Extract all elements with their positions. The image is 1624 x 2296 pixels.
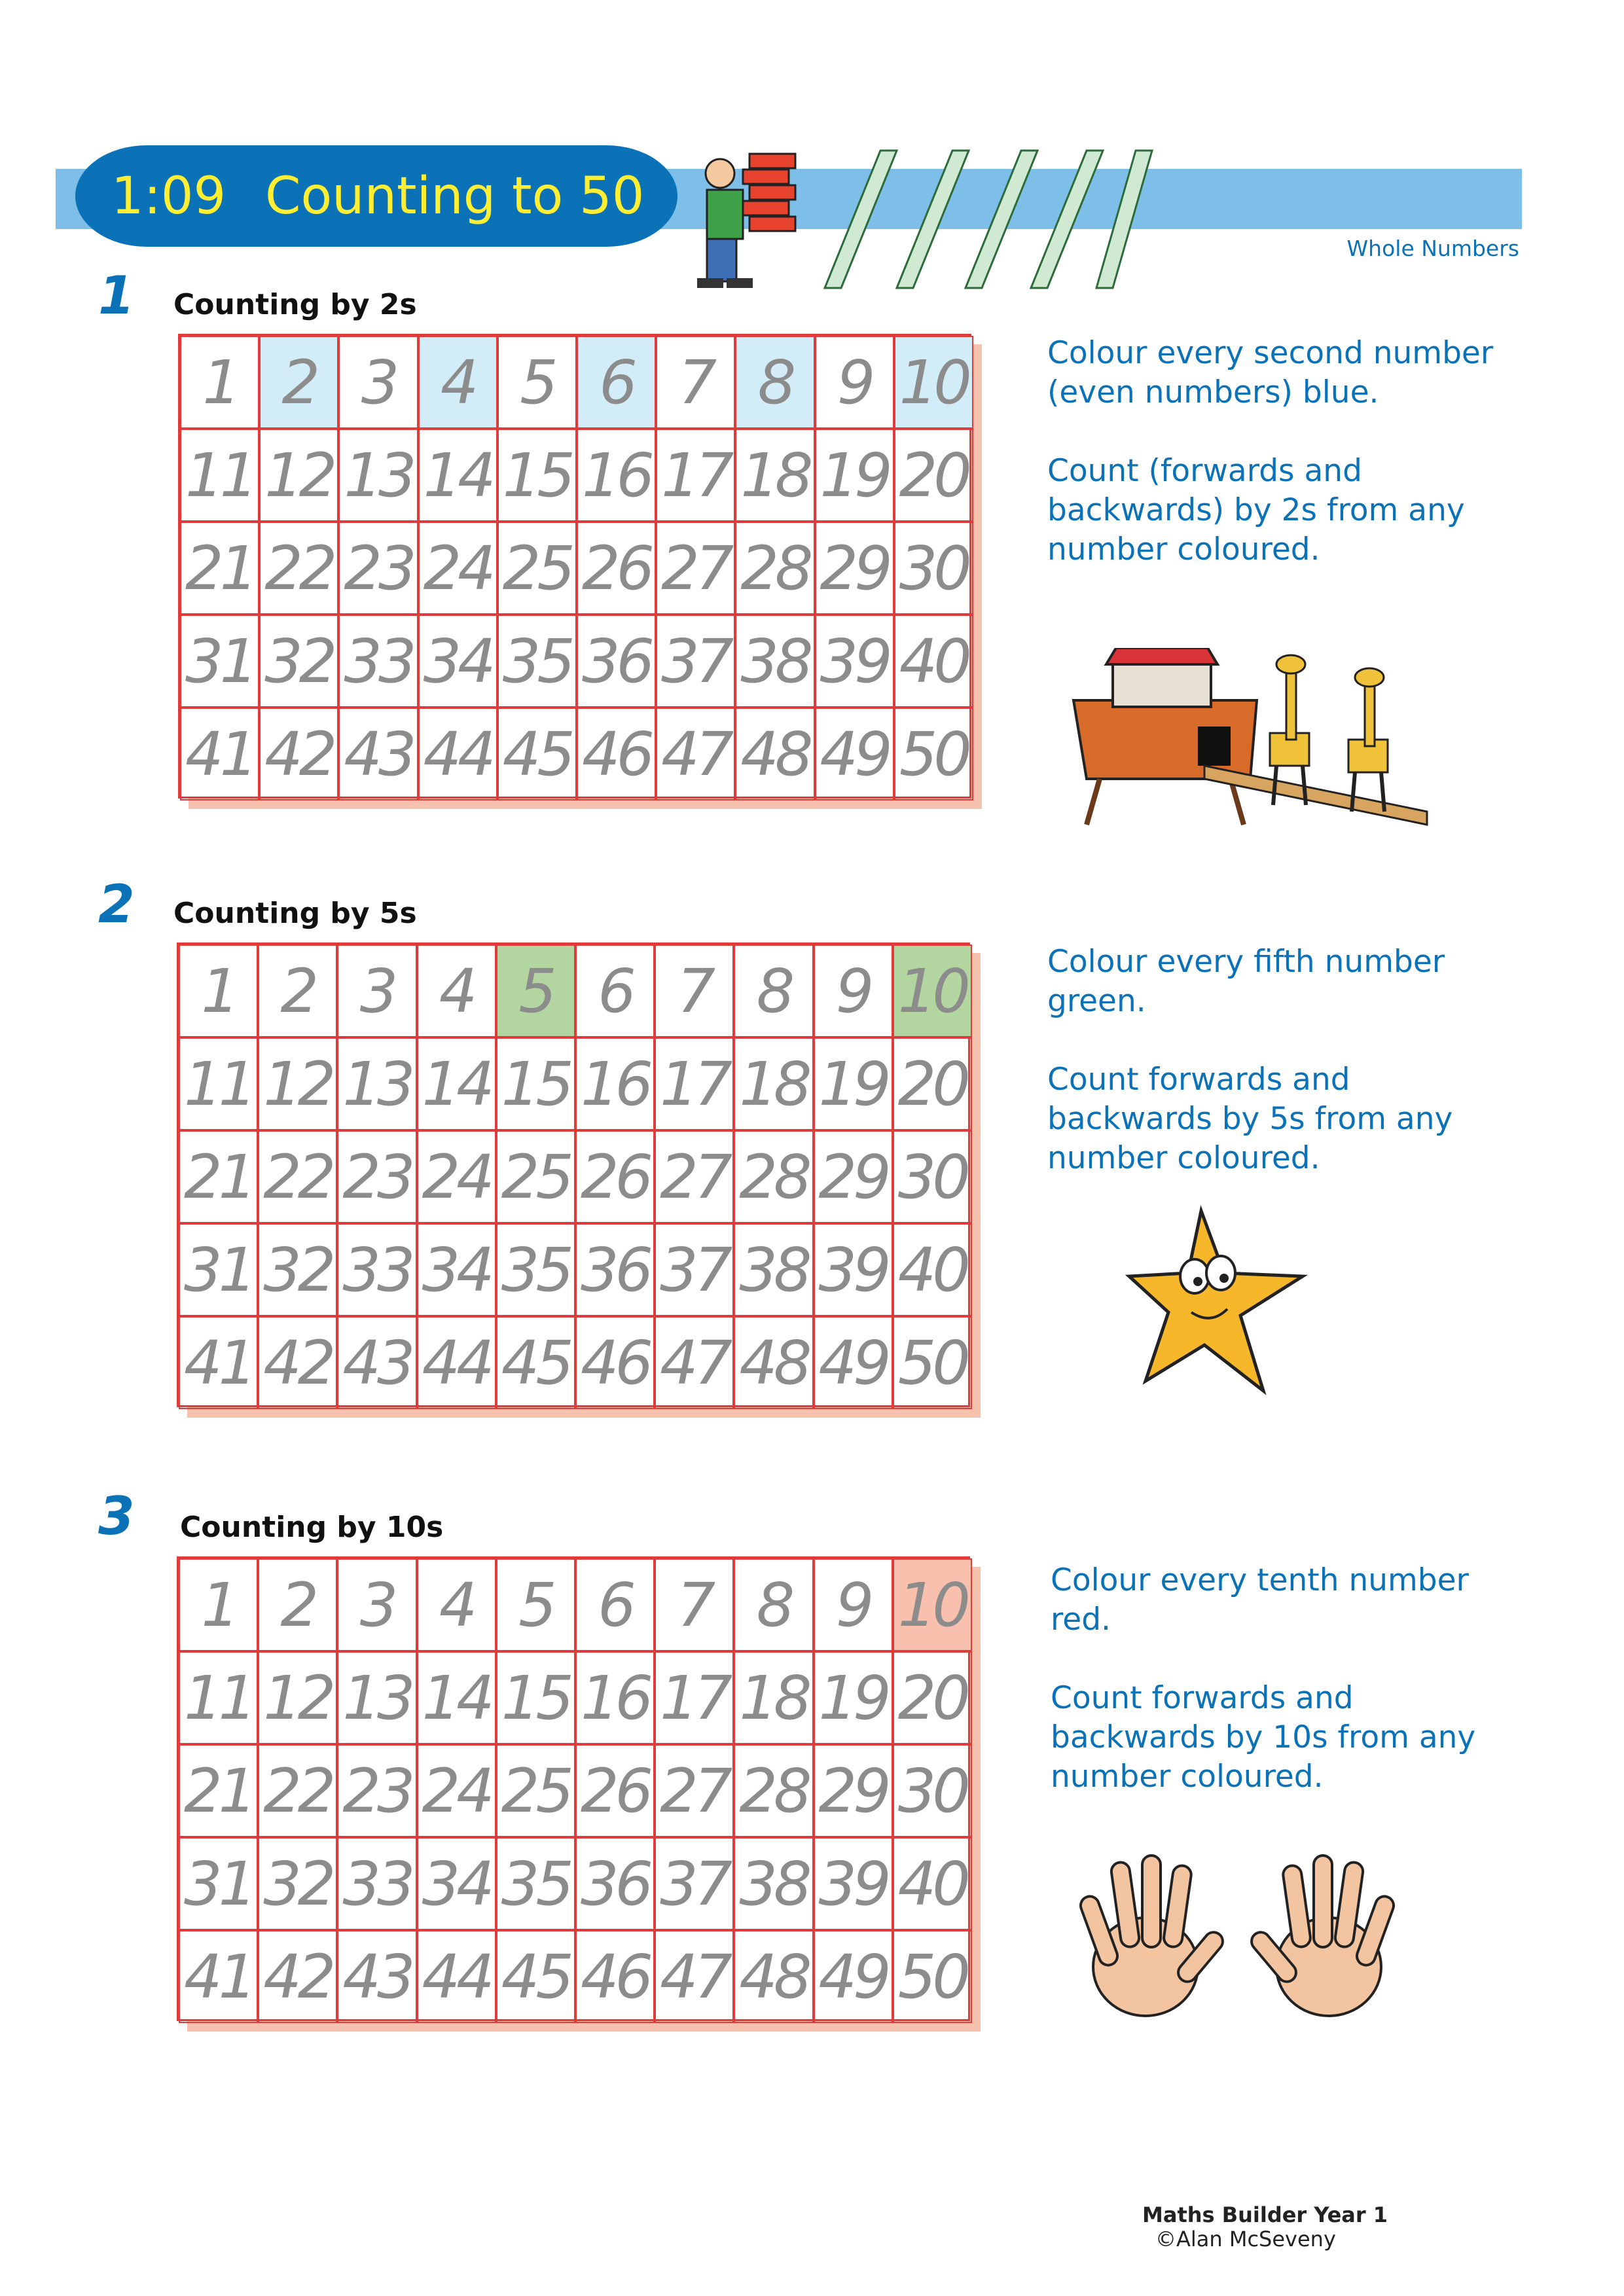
grid-cell[interactable]: 27 — [655, 1130, 734, 1223]
grid-cell[interactable]: 32 — [258, 1837, 337, 1930]
footer-book-title: Maths Builder Year 1 — [1142, 2202, 1388, 2227]
grid-cell[interactable]: 44 — [417, 1316, 496, 1409]
grid-cell[interactable]: 8 — [735, 336, 814, 429]
grid-cell[interactable]: 37 — [656, 615, 735, 708]
grid-cell[interactable]: 7 — [655, 944, 734, 1037]
grid-cell[interactable]: 29 — [814, 1744, 893, 1837]
grid-cell[interactable]: 15 — [497, 429, 577, 522]
grid-cell[interactable]: 48 — [735, 708, 814, 800]
grid-cell[interactable]: 10 — [893, 1558, 972, 1651]
grid-cell[interactable]: 50 — [894, 708, 973, 800]
grid-cell[interactable]: 43 — [338, 708, 418, 800]
grid-cell[interactable]: 33 — [338, 615, 418, 708]
grid-cell[interactable]: 19 — [814, 1037, 893, 1130]
grid-cell[interactable]: 20 — [893, 1651, 972, 1744]
grid-cell[interactable]: 12 — [259, 429, 338, 522]
grid-cell[interactable]: 9 — [815, 336, 894, 429]
grid-cell[interactable]: 46 — [577, 708, 656, 800]
grid-cell[interactable]: 29 — [815, 522, 894, 615]
grid-cell[interactable]: 20 — [894, 429, 973, 522]
grid-cell[interactable]: 35 — [496, 1837, 575, 1930]
grid-cell[interactable]: 3 — [337, 944, 416, 1037]
grid-cell[interactable]: 30 — [893, 1744, 972, 1837]
grid-cell[interactable]: 17 — [655, 1037, 734, 1130]
grid-cell[interactable]: 45 — [496, 1930, 575, 2023]
grid-cell[interactable]: 48 — [734, 1316, 813, 1409]
grid-cell[interactable]: 16 — [577, 429, 656, 522]
grid-cell[interactable]: 7 — [656, 336, 735, 429]
grid-cell[interactable]: 42 — [259, 708, 338, 800]
grid-cell[interactable]: 49 — [814, 1316, 893, 1409]
grid-cell[interactable]: 27 — [655, 1744, 734, 1837]
section-number: 3 — [98, 1486, 135, 1547]
grid-cell[interactable]: 24 — [417, 1130, 496, 1223]
grid-cell[interactable]: 3 — [337, 1558, 416, 1651]
grid-cell[interactable]: 28 — [735, 522, 814, 615]
grid-cell[interactable]: 12 — [258, 1037, 337, 1130]
grid-cell[interactable]: 48 — [734, 1930, 813, 2023]
grid-cell[interactable]: 23 — [337, 1744, 416, 1837]
grid-cell[interactable]: 10 — [893, 944, 972, 1037]
grid-cell[interactable]: 16 — [575, 1037, 655, 1130]
grid-cell[interactable]: 8 — [734, 1558, 813, 1651]
lesson-number: 1:09 — [111, 167, 226, 226]
hundred-grid-5s — [177, 942, 970, 1407]
grid-cell[interactable]: 1 — [179, 1558, 258, 1651]
grid-cell[interactable]: 46 — [575, 1316, 655, 1409]
grid-cell[interactable]: 1 — [180, 336, 259, 429]
section-heading: Counting by 5s — [173, 897, 417, 930]
number-grid — [178, 334, 971, 798]
grid-cell[interactable]: 4 — [417, 944, 496, 1037]
lesson-title: Counting to 50 — [265, 167, 645, 226]
grid-cell[interactable]: 40 — [893, 1223, 972, 1316]
grid-cell[interactable]: 23 — [337, 1130, 416, 1223]
grid-cell[interactable]: 37 — [655, 1837, 734, 1930]
smiling-star-illustration — [1123, 1204, 1319, 1401]
grid-cell[interactable]: 47 — [655, 1316, 734, 1409]
grid-cell[interactable]: 38 — [734, 1837, 813, 1930]
grid-cell[interactable]: 16 — [575, 1651, 655, 1744]
grid-cell[interactable]: 8 — [734, 944, 813, 1037]
grid-cell[interactable]: 38 — [735, 615, 814, 708]
two-hands-illustration — [1060, 1836, 1427, 2026]
grid-cell[interactable]: 22 — [258, 1744, 337, 1837]
grid-cell[interactable]: 50 — [893, 1930, 972, 2023]
grid-cell[interactable]: 13 — [338, 429, 418, 522]
grid-cell[interactable]: 21 — [180, 522, 259, 615]
grid-cell[interactable]: 41 — [180, 708, 259, 800]
grid-cell[interactable]: 6 — [577, 336, 656, 429]
grid-cell[interactable]: 37 — [655, 1223, 734, 1316]
grid-cell[interactable]: 39 — [814, 1223, 893, 1316]
grid-cell[interactable]: 5 — [496, 944, 575, 1037]
grid-cell[interactable]: 44 — [417, 1930, 496, 2023]
section-number: 1 — [98, 265, 135, 326]
instructions — [1051, 1561, 1522, 1836]
grid-cell[interactable]: 33 — [337, 1837, 416, 1930]
man-carrying-bricks-illustration — [687, 147, 805, 298]
grid-cell[interactable]: 31 — [179, 1837, 258, 1930]
grid-cell[interactable]: 47 — [656, 708, 735, 800]
instruction-text: Colour every fifth number green. — [1047, 944, 1445, 1019]
grid-cell[interactable]: 47 — [655, 1930, 734, 2023]
grid-cell[interactable]: 24 — [417, 1744, 496, 1837]
hundred-grid-2s — [178, 334, 971, 798]
grid-cell[interactable]: 30 — [893, 1130, 972, 1223]
grid-cell[interactable]: 31 — [180, 615, 259, 708]
grid-cell[interactable]: 36 — [577, 615, 656, 708]
instruction-text: Count (forwards and backwards) by 2s from any number coloured. — [1047, 453, 1465, 567]
grid-cell[interactable]: 38 — [734, 1223, 813, 1316]
grid-cell[interactable]: 41 — [179, 1316, 258, 1409]
grid-cell[interactable]: 26 — [575, 1744, 655, 1837]
grid-cell[interactable]: 15 — [496, 1037, 575, 1130]
grid-cell[interactable]: 18 — [734, 1651, 813, 1744]
grid-cell[interactable]: 6 — [575, 1558, 655, 1651]
section-label: Whole Numbers — [1346, 236, 1519, 261]
grid-cell[interactable]: 24 — [418, 522, 497, 615]
number-grid — [177, 942, 970, 1407]
grid-cell[interactable]: 39 — [814, 1837, 893, 1930]
section-number: 2 — [98, 874, 135, 935]
grid-cell[interactable]: 41 — [179, 1930, 258, 2023]
grid-cell[interactable]: 25 — [497, 522, 577, 615]
grid-cell[interactable]: 28 — [734, 1130, 813, 1223]
grid-cell[interactable]: 25 — [496, 1744, 575, 1837]
grid-cell[interactable]: 30 — [894, 522, 973, 615]
grid-cell[interactable]: 44 — [418, 708, 497, 800]
section-heading: Counting by 2s — [173, 288, 417, 321]
grid-cell[interactable]: 21 — [179, 1130, 258, 1223]
grid-cell[interactable]: 34 — [417, 1223, 496, 1316]
grid-cell[interactable]: 43 — [337, 1930, 416, 2023]
grid-cell[interactable]: 3 — [338, 336, 418, 429]
grid-cell[interactable]: 14 — [417, 1651, 496, 1744]
grid-cell[interactable]: 19 — [815, 429, 894, 522]
grid-cell[interactable]: 17 — [656, 429, 735, 522]
grid-cell[interactable]: 21 — [179, 1744, 258, 1837]
grid-cell[interactable]: 40 — [894, 615, 973, 708]
number-grid — [177, 1556, 970, 2021]
hundred-grid-10s — [177, 1556, 970, 2021]
grid-cell[interactable]: 14 — [418, 429, 497, 522]
grid-cell[interactable]: 40 — [893, 1837, 972, 1930]
grid-cell[interactable]: 2 — [258, 944, 337, 1037]
grid-cell[interactable]: 45 — [497, 708, 577, 800]
instruction-text: Colour every second number (even numbers) blue. — [1047, 335, 1494, 410]
grid-cell[interactable]: 31 — [179, 1223, 258, 1316]
grid-cell[interactable]: 4 — [417, 1558, 496, 1651]
grid-cell[interactable]: 20 — [893, 1037, 972, 1130]
grid-cell[interactable]: 11 — [179, 1037, 258, 1130]
counting-rods-illustration — [812, 141, 1165, 298]
grid-cell[interactable]: 7 — [655, 1558, 734, 1651]
grid-cell[interactable]: 18 — [735, 429, 814, 522]
instructions — [1047, 942, 1519, 1217]
grid-cell[interactable]: 34 — [417, 1837, 496, 1930]
grid-cell[interactable]: 9 — [814, 944, 893, 1037]
grid-cell[interactable]: 19 — [814, 1651, 893, 1744]
grid-cell[interactable]: 35 — [497, 615, 577, 708]
grid-cell[interactable]: 14 — [417, 1037, 496, 1130]
grid-cell[interactable]: 26 — [577, 522, 656, 615]
grid-cell[interactable]: 45 — [496, 1316, 575, 1409]
grid-cell[interactable]: 11 — [179, 1651, 258, 1744]
grid-cell[interactable]: 28 — [734, 1744, 813, 1837]
grid-cell[interactable]: 27 — [656, 522, 735, 615]
grid-cell[interactable]: 23 — [338, 522, 418, 615]
grid-cell[interactable]: 32 — [258, 1223, 337, 1316]
grid-cell[interactable]: 17 — [655, 1651, 734, 1744]
grid-cell[interactable]: 35 — [496, 1223, 575, 1316]
footer-copyright: ©Alan McSeveny — [1155, 2227, 1336, 2251]
grid-cell[interactable]: 36 — [575, 1837, 655, 1930]
grid-cell[interactable]: 5 — [497, 336, 577, 429]
grid-cell[interactable]: 4 — [418, 336, 497, 429]
grid-cell[interactable]: 36 — [575, 1223, 655, 1316]
grid-cell[interactable]: 18 — [734, 1037, 813, 1130]
grid-cell[interactable]: 49 — [815, 708, 894, 800]
grid-cell[interactable]: 13 — [337, 1037, 416, 1130]
grid-cell[interactable]: 1 — [179, 944, 258, 1037]
noahs-ark-giraffes-illustration — [1060, 648, 1440, 838]
grid-cell[interactable]: 43 — [337, 1316, 416, 1409]
section-heading: Counting by 10s — [180, 1511, 444, 1544]
grid-cell[interactable]: 13 — [337, 1651, 416, 1744]
grid-cell[interactable]: 46 — [575, 1930, 655, 2023]
grid-cell[interactable]: 22 — [258, 1130, 337, 1223]
grid-cell[interactable]: 10 — [894, 336, 973, 429]
grid-cell[interactable]: 42 — [258, 1316, 337, 1409]
grid-cell[interactable]: 15 — [496, 1651, 575, 1744]
grid-cell[interactable]: 29 — [814, 1130, 893, 1223]
grid-cell[interactable]: 39 — [815, 615, 894, 708]
grid-cell[interactable]: 9 — [814, 1558, 893, 1651]
grid-cell[interactable]: 11 — [180, 429, 259, 522]
instruction-text: Count forwards and backwards by 10s from any number coloured. — [1051, 1680, 1476, 1795]
grid-cell[interactable]: 34 — [418, 615, 497, 708]
grid-cell[interactable]: 26 — [575, 1130, 655, 1223]
grid-cell[interactable]: 2 — [259, 336, 338, 429]
grid-cell[interactable]: 5 — [496, 1558, 575, 1651]
grid-cell[interactable]: 2 — [258, 1558, 337, 1651]
grid-cell[interactable]: 6 — [575, 944, 655, 1037]
grid-cell[interactable]: 12 — [258, 1651, 337, 1744]
grid-cell[interactable]: 22 — [259, 522, 338, 615]
grid-cell[interactable]: 42 — [258, 1930, 337, 2023]
grid-cell[interactable]: 32 — [259, 615, 338, 708]
grid-cell[interactable]: 33 — [337, 1223, 416, 1316]
grid-cell[interactable]: 25 — [496, 1130, 575, 1223]
grid-cell[interactable]: 50 — [893, 1316, 972, 1409]
instruction-text: Colour every tenth number red. — [1051, 1562, 1469, 1638]
grid-cell[interactable]: 49 — [814, 1930, 893, 2023]
instruction-text: Count forwards and backwards by 5s from any number coloured. — [1047, 1062, 1453, 1176]
instructions — [1047, 334, 1519, 609]
